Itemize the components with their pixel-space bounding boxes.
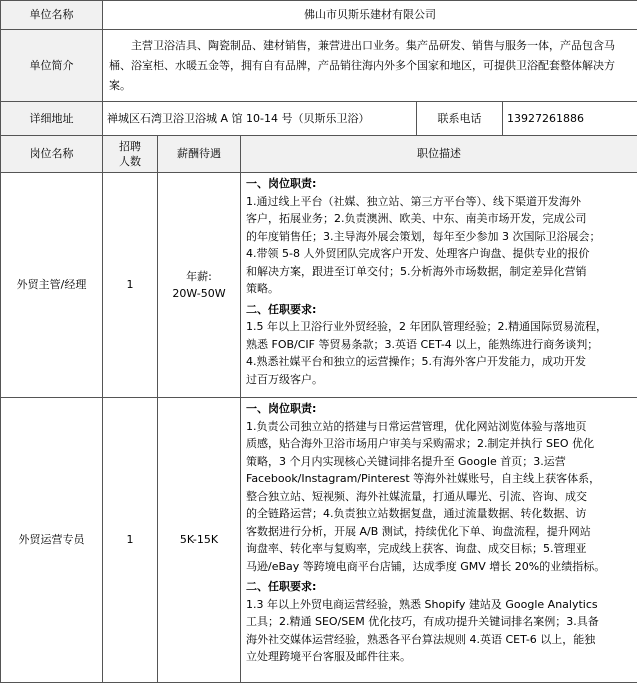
job-title: 外贸主管/经理 (1, 173, 103, 398)
job-salary-line2: 20W-50W (162, 285, 236, 303)
phone-value: 13927261886 (503, 102, 637, 136)
company-name-value: 佛山市贝斯乐建材有限公司 (103, 1, 637, 30)
company-intro-label: 单位简介 (1, 30, 103, 102)
requirement-line: 立处理跨境平台客服及邮件往来。 (246, 648, 633, 666)
job-salary (158, 173, 241, 398)
company-name-row (1, 1, 637, 30)
header-position: 岗位名称 (1, 136, 103, 173)
header-description: 职位描述 (241, 136, 637, 173)
job-salary-line1: 年薪: (162, 268, 236, 286)
duty-line: 1.通过线上平台（社媒、独立站、第三方平台等）、线下渠道开发海外 (246, 193, 633, 211)
header-row (1, 136, 637, 173)
requirement-line: 1.5 年以上卫浴行业外贸经验，2 年团队管理经验；2.精通国际贸易流程， (246, 318, 633, 336)
header-headcount (103, 136, 158, 173)
duty-line: 的年度销售任；3.主导海外展会策划，每年至少参加 3 次国际卫浴展会； (246, 228, 633, 246)
duty-line: 的全链路运营；4.负责独立站数据复盘，通过流量数据、转化数据、访 (246, 505, 633, 523)
duties-heading: 一、岗位职责: (246, 400, 633, 418)
duty-line: 质感，贴合海外卫浴市场用户审美与采购需求；2.制定并执行 SEO 优化 (246, 435, 633, 453)
duty-line: 询盘率、转化率与复购率，完成线上获客、询盘、成交目标；5.管理亚 (246, 540, 633, 558)
header-headcount-line2: 人数 (107, 154, 153, 169)
requirement-line: 1.3 年以上外贸电商运营经验，熟悉 Shopify 建站及 Google Analytics (246, 596, 633, 614)
job-row (1, 173, 637, 398)
phone-label: 联系电话 (417, 102, 503, 136)
company-intro-row (1, 30, 637, 102)
requirement-line: 海外社交媒体运营经验，熟悉各平台算法规则 4.英语 CET-6 以上，能独 (246, 631, 633, 649)
address-label: 详细地址 (1, 102, 103, 136)
duty-line: 策略。 (246, 280, 633, 298)
requirement-line: 熟悉 FOB/CIF 等贸易条款；3.英语 CET-4 以上，能熟练进行商务谈判； (246, 336, 633, 354)
address-value: 禅城区石湾卫浴卫浴城 A 馆 10-14 号（贝斯乐卫浴） (103, 102, 417, 136)
requirements-heading: 二、任职要求: (246, 301, 633, 319)
duty-line: 4.带领 5-8 人外贸团队完成客户开发、处理客户询盘、提供专业的报价 (246, 245, 633, 263)
job-description (241, 173, 637, 398)
requirement-line: 工具；2.精通 SEO/SEM 优化技巧，有成功提升关键词排名案例；3.具备 (246, 613, 633, 631)
job-count: 1 (103, 173, 158, 398)
company-intro-value: 主营卫浴洁具、陶瓷制品、建材销售，兼营进出口业务。集产品研发、销售与服务一体，产品包含马桶、浴室柜、水暖五金等，拥有自有品牌，产品销往海内外多个国家和地区，可提供卫浴配套整体解决方案。 (103, 30, 637, 102)
duties-heading: 一、岗位职责: (246, 175, 633, 193)
duty-line: 客户，拓展业务；2.负责澳洲、欧美、中东、南美市场开发，完成公司 (246, 210, 633, 228)
duty-line: 和解决方案，跟进至订单交付；5.分析海外市场数据，制定差异化营销 (246, 263, 633, 281)
duty-line: 1.负责公司独立站的搭建与日常运营管理，优化网站浏览体验与落地页 (246, 418, 633, 436)
company-name-label: 单位名称 (1, 1, 103, 30)
job-row (1, 398, 637, 683)
duty-line: 整合独立站、短视频、海外社媒流量，打通从曝光、引流、咨询、成交 (246, 488, 633, 506)
requirements-heading: 二、任职要求: (246, 578, 633, 596)
job-salary (158, 398, 241, 683)
requirement-line: 过百万级客户。 (246, 371, 633, 389)
requirement-line: 4.熟悉社媒平台和独立的运营操作；5.有海外客户开发能力，成功开发 (246, 353, 633, 371)
job-description (241, 398, 637, 683)
header-headcount-line1: 招聘 (107, 139, 153, 154)
address-row (1, 102, 637, 136)
job-count: 1 (103, 398, 158, 683)
duty-line: 策略，3 个月内实现核心关键词排名提升至 Google 首页；3.运营 (246, 453, 633, 471)
job-title: 外贸运营专员 (1, 398, 103, 683)
duty-line: Facebook/Instagram/Pinterest 等海外社媒账号，自主线上获客体系， (246, 470, 633, 488)
job-salary-line1: 5K-15K (162, 531, 236, 549)
duty-line: 客数据进行分析，开展 A/B 测试，持续优化下单、询盘流程，提升网站 (246, 523, 633, 541)
duty-line: 马逊/eBay 等跨境电商平台店铺，达成季度 GMV 增长 20%的业绩指标。 (246, 558, 633, 576)
header-salary: 薪酬待遇 (158, 136, 241, 173)
